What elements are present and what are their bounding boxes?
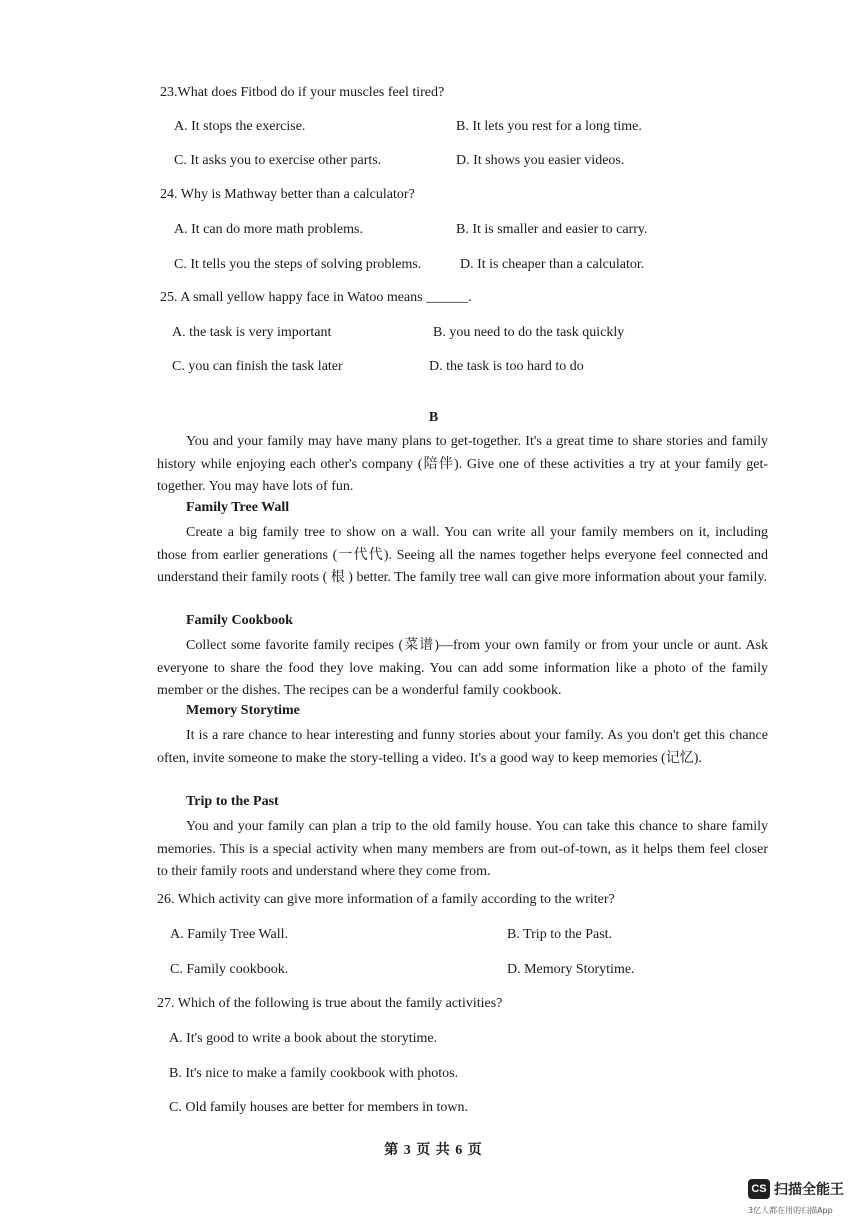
watermark-app-name: 扫描全能王 xyxy=(774,1182,844,1198)
question-27-option-c: C. Old family houses are better for members in town. xyxy=(169,1100,468,1115)
paragraph-family-tree-wall: Create a big family tree to show on a wall. You can write all your family members on it, including those from earlier generations (一代代). Seeing all the names together helps everyone feel connected and understand their family roots ( 根 ) better. The family tree wall can give more information about your family. xyxy=(157,525,768,585)
question-24-option-d: D. It is cheaper than a calculator. xyxy=(460,257,645,272)
question-24-option-c: C. It tells you the steps of solving problems. xyxy=(174,257,422,272)
question-26-option-d: D. Memory Storytime. xyxy=(507,962,635,977)
paragraph-memory-storytime: It is a rare chance to hear interesting and funny stories about your family. As you don't get this chance often, invite someone to make the story-telling a video. It's a good way to keep memories (记忆). xyxy=(157,728,768,766)
question-25-option-d: D. the task is too hard to do xyxy=(429,359,584,374)
question-25-stem: 25. A small yellow happy face in Watoo means ______. xyxy=(160,290,472,305)
question-23-option-a: A. It stops the exercise. xyxy=(174,119,306,134)
question-26-option-b: B. Trip to the Past. xyxy=(507,927,613,942)
paragraph-trip-to-the-past: You and your family can plan a trip to the old family house. You can take this chance to share family memories. This is a special activity when many members are from out-of-town, as it helps them feel closer to their family roots and understand where they come from. xyxy=(157,819,768,879)
page-number: 第 3 页 共 6 页 xyxy=(384,1143,483,1158)
heading-family-tree-wall: Family Tree Wall xyxy=(186,500,290,515)
watermark-tagline: 3亿人都在用的扫描App xyxy=(748,1206,833,1215)
question-23-option-d: D. It shows you easier videos. xyxy=(456,153,625,168)
question-24-stem: 24. Why is Mathway better than a calculator? xyxy=(160,187,415,202)
question-24-option-b: B. It is smaller and easier to carry. xyxy=(456,222,648,237)
question-27-option-b: B. It's nice to make a family cookbook with photos. xyxy=(169,1066,459,1081)
passage-intro: You and your family may have many plans to get-together. It's a great time to share stories and family history while enjoying each other's company (陪伴). Give one of these activities a try at your family get-together. You may have lots of fun. xyxy=(157,434,768,494)
question-26-option-a: A. Family Tree Wall. xyxy=(170,927,289,942)
question-23-option-c: C. It asks you to exercise other parts. xyxy=(174,153,382,168)
question-25-option-a: A. the task is very important xyxy=(172,325,332,340)
question-26-option-c: C. Family cookbook. xyxy=(170,962,289,977)
question-27-stem: 27. Which of the following is true about the family activities? xyxy=(157,996,503,1011)
question-25-option-b: B. you need to do the task quickly xyxy=(433,325,625,340)
question-26-stem: 26. Which activity can give more information of a family according to the writer? xyxy=(157,892,615,907)
camscanner-logo-icon: CS xyxy=(748,1179,770,1199)
question-27-option-a: A. It's good to write a book about the storytime. xyxy=(169,1031,438,1046)
paragraph-family-cookbook: Collect some favorite family recipes (菜谱)—from your own family or from your uncle or aunt. Ask everyone to share the food they love making. You can add some information like a photo of the family member or the dishes. The recipes can be a wonderful family cookbook. xyxy=(157,638,768,698)
question-23-stem: 23.What does Fitbod do if your muscles feel tired? xyxy=(160,85,445,100)
question-25-option-c: C. you can finish the task later xyxy=(172,359,343,374)
heading-trip-to-the-past: Trip to the Past xyxy=(186,794,279,809)
question-23-option-b: B. It lets you rest for a long time. xyxy=(456,119,642,134)
question-24-option-a: A. It can do more math problems. xyxy=(174,222,363,237)
heading-family-cookbook: Family Cookbook xyxy=(186,613,293,628)
scanner-watermark xyxy=(748,1179,844,1199)
heading-memory-storytime: Memory Storytime xyxy=(186,703,300,718)
section-label: B xyxy=(428,410,439,425)
